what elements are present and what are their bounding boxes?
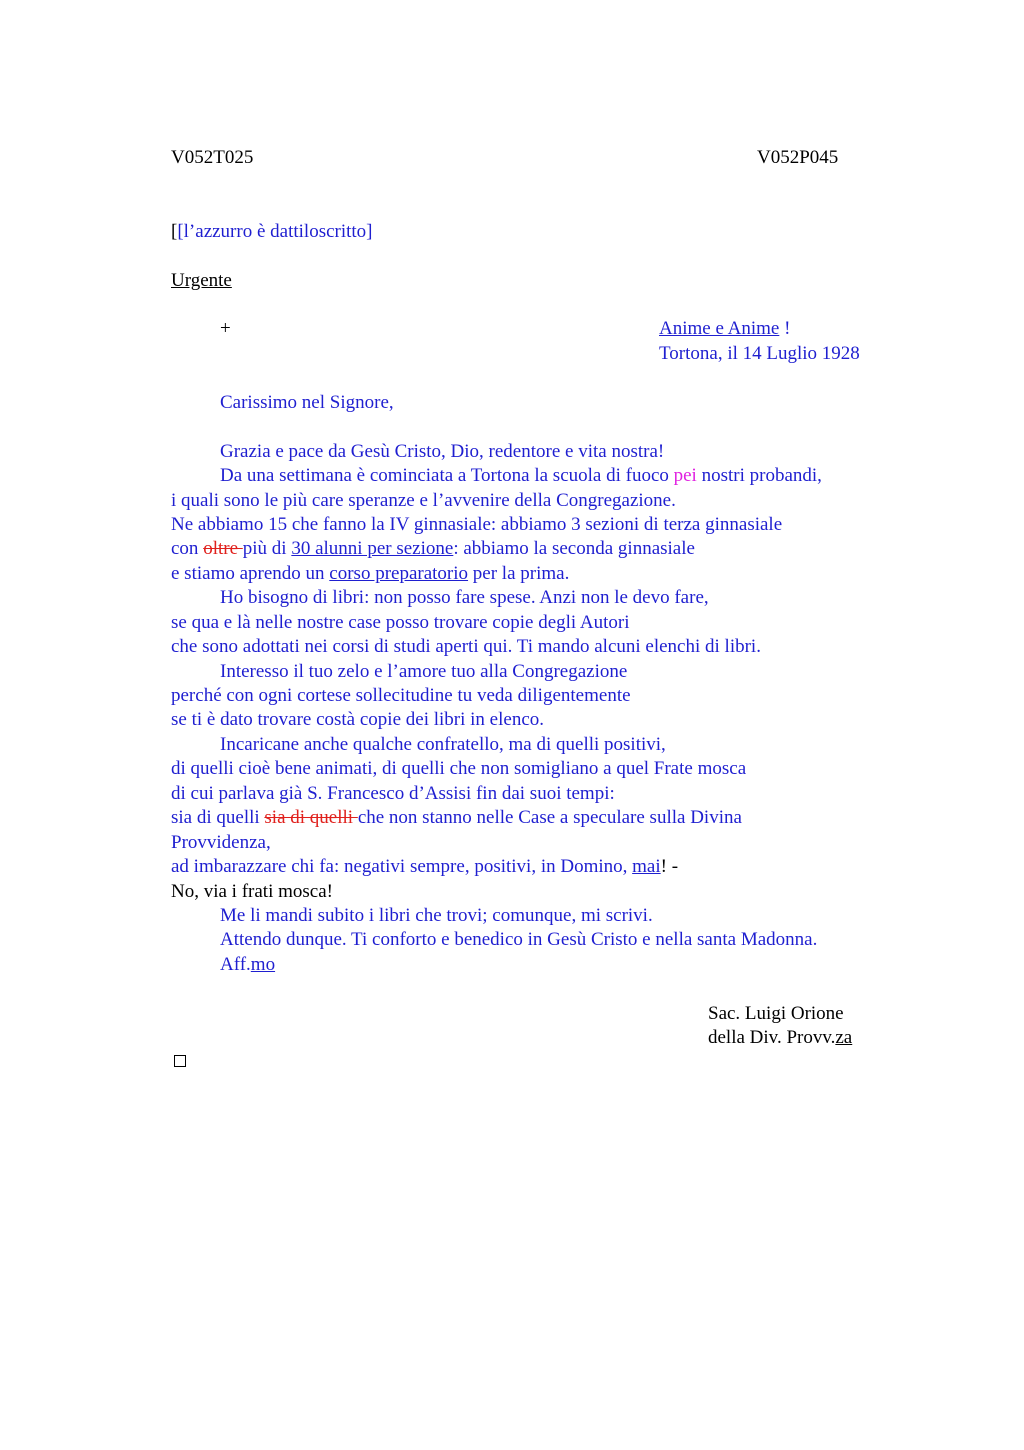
- underlined-abbrev: mo: [250, 954, 276, 975]
- body-line: Provvidenza,: [171, 832, 271, 853]
- text-run: con: [171, 538, 204, 559]
- left-code: V052T025: [171, 147, 254, 168]
- body-line: perché con ogni cortese sollecitudine tu veda diligentemente: [171, 685, 631, 706]
- deleted-word: oltre: [203, 538, 243, 559]
- place-date: Tortona, il 14 Luglio 1928: [659, 343, 860, 364]
- text-run: : abbiamo la seconda ginnasiale: [453, 538, 695, 559]
- deleted-phrase: sia di quelli: [264, 807, 358, 828]
- body-line: [220, 464, 822, 488]
- body-line: Attendo dunque. Ti conforto e benedico in Gesù Cristo e nella santa Madonna.: [220, 929, 818, 950]
- underlined-phrase: corso preparatorio: [329, 563, 469, 584]
- text-run: sia di quelli: [171, 807, 265, 828]
- editorial-note: [[l’azzurro è dattiloscritto]: [171, 221, 373, 242]
- text-run: Aff.: [220, 954, 251, 975]
- right-code: V052P045: [757, 147, 839, 168]
- cross-mark: +: [220, 318, 231, 339]
- body-line: [171, 855, 678, 879]
- motto: [659, 317, 790, 341]
- text-run: che non stanno nelle Case a speculare sulla Divina: [357, 807, 742, 828]
- underlined-word: mai: [632, 856, 661, 877]
- body-line: [171, 537, 695, 561]
- body-line: Me li mandi subito i libri che trovi; comunque, mi scrivi.: [220, 905, 653, 926]
- body-line: [171, 806, 742, 830]
- body-line: di cui parlava già S. Francesco d’Assisi fin dai suoi tempi:: [171, 783, 615, 804]
- body-line: Ho bisogno di libri: non posso fare spese. Anzi non le devo fare,: [220, 587, 709, 608]
- text-run: Da una settimana è cominciata a Tortona la scuola di fuoco: [220, 465, 674, 486]
- body-line: che sono adottati nei corsi di studi aperti qui. Ti mando alcuni elenchi di libri.: [171, 636, 761, 657]
- body-line: [171, 562, 569, 586]
- text-run: più di: [242, 538, 292, 559]
- body-line: Grazia e pace da Gesù Cristo, Dio, redentore e vita nostra!: [220, 441, 665, 462]
- text-run: per la prima.: [468, 563, 570, 584]
- signature-name: Sac. Luigi Orione: [708, 1003, 844, 1024]
- text-run: e stiamo aprendo un: [171, 563, 330, 584]
- text-run: nostri probandi,: [696, 465, 822, 486]
- body-line: di quelli cioè bene animati, di quelli che non somigliano a quel Frate mosca: [171, 758, 747, 779]
- body-line: se ti è dato trovare costà copie dei libri in elenco.: [171, 709, 544, 730]
- text-run: ad imbarazzare chi fa: negativi sempre, positivi, in Domino,: [171, 856, 633, 877]
- underlined-phrase: 30 alunni per sezione: [291, 538, 454, 559]
- handwritten-word: pei: [673, 465, 697, 486]
- body-line: Incaricane anche qualche confratello, ma di quelli positivi,: [220, 734, 666, 755]
- end-square-icon: [174, 1055, 186, 1067]
- body-line: Ne abbiamo 15 che fanno la IV ginnasiale: abbiamo 3 sezioni di terza ginnasiale: [171, 514, 783, 535]
- body-line: Interesso il tuo zelo e l’amore tuo alla Congregazione: [220, 661, 628, 682]
- salutation: Carissimo nel Signore,: [220, 392, 394, 413]
- body-line: i quali sono le più care speranze e l’avvenire della Congregazione.: [171, 490, 676, 511]
- editorial-note-text: [l’azzurro è dattiloscritto]: [177, 221, 373, 242]
- underlined-abbrev: za: [835, 1027, 853, 1048]
- motto-suffix: !: [779, 318, 791, 339]
- body-line: No, via i frati mosca!: [171, 881, 333, 902]
- urgent-label: Urgente: [171, 270, 232, 291]
- text-run: ! -: [660, 856, 679, 877]
- signature-title: [708, 1026, 852, 1050]
- body-line: se qua e là nelle nostre case posso trovare copie degli Autori: [171, 612, 630, 633]
- text-run: della Div. Provv.: [708, 1027, 836, 1048]
- motto-text: Anime e Anime: [659, 318, 780, 339]
- closing: [220, 953, 275, 977]
